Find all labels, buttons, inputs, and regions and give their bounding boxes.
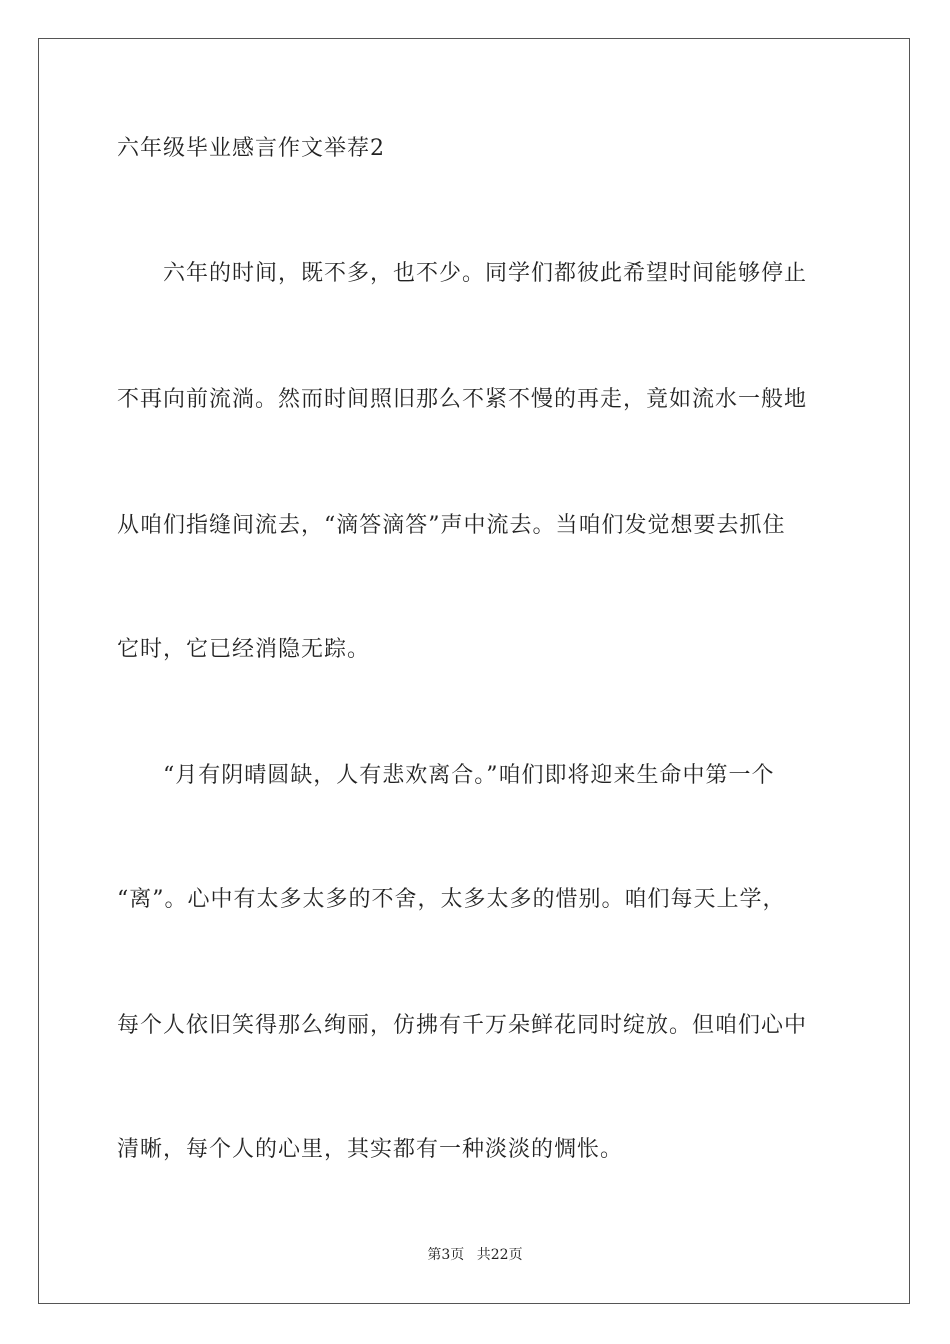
- page-frame: [38, 38, 910, 1304]
- body-line: 不再向前流淌。然而时间照旧那么不紧不慢的再走，竟如流水一般地: [117, 387, 808, 412]
- page-total: 共22页: [476, 1247, 523, 1263]
- document-title: 六年级毕业感言作文举荐2: [117, 136, 385, 161]
- page-number: 第3页: [427, 1247, 465, 1263]
- body-line: “离”。心中有太多太多的不舍，太多太多的惜别。咱们每天上学，: [117, 887, 786, 912]
- body-line: 清晰，每个人的心里，其实都有一种淡淡的惆怅。: [117, 1137, 624, 1162]
- body-line: “月有阴晴圆缺，人有悲欢离合。”咱们即将迎来生命中第一个: [117, 763, 775, 788]
- body-line: 它时，它已经消隐无踪。: [117, 637, 371, 662]
- body-line: 从咱们指缝间流去，“滴答滴答”声中流去。当咱们发觉想要去抓住: [117, 513, 786, 538]
- body-line: 每个人依旧笑得那么绚丽，仿拂有千万朵鲜花同时绽放。但咱们心中: [117, 1013, 808, 1038]
- page-footer: [0, 1246, 950, 1264]
- body-line: 六年的时间，既不多，也不少。同学们都彼此希望时间能够停止: [117, 261, 808, 286]
